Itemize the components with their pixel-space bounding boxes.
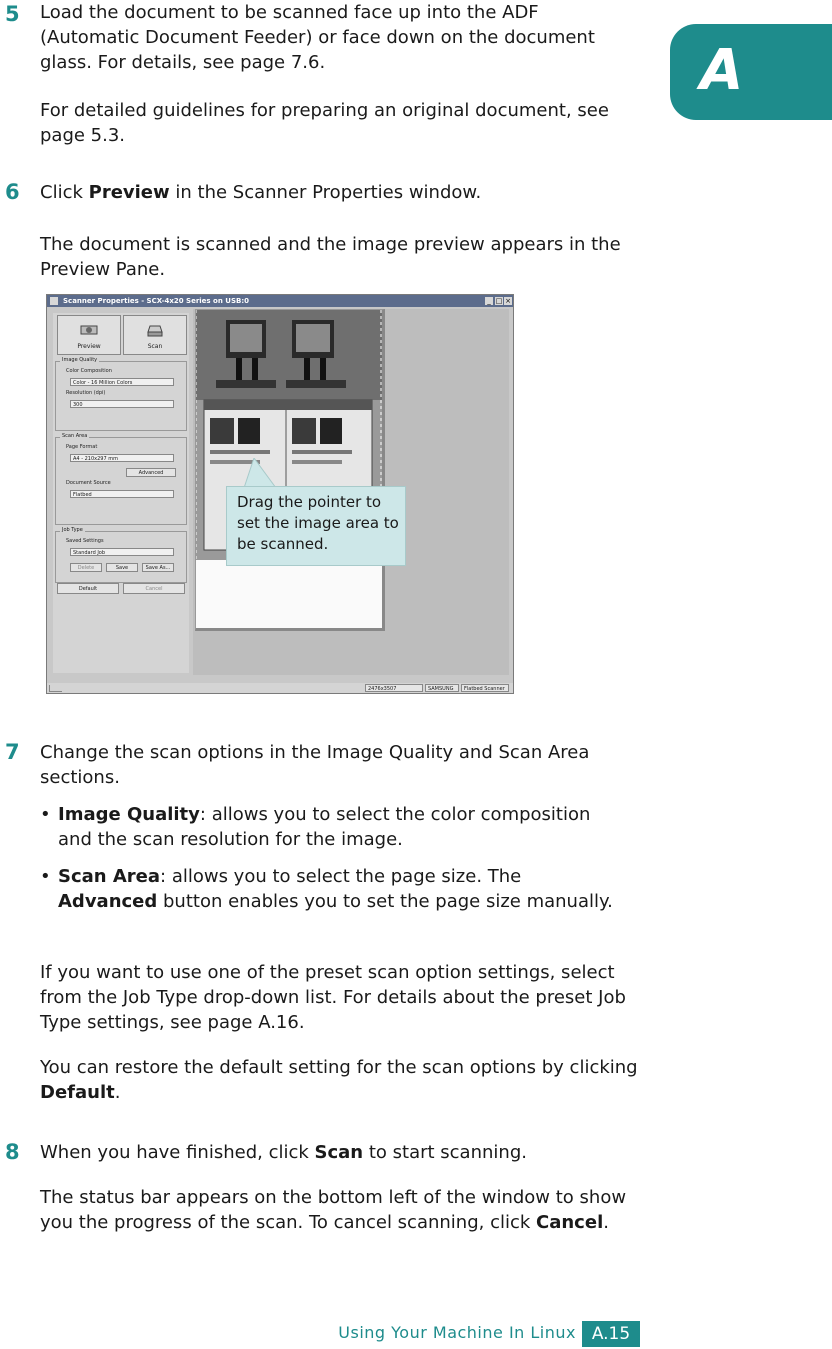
image-quality-term: Image Quality: [58, 804, 200, 825]
footer-title: Using Your Machine In Linux: [338, 1323, 576, 1342]
preview-label: Preview: [77, 343, 101, 350]
preview-term: Preview: [88, 182, 170, 203]
step-6-note: The document is scanned and the image preview appears in the Preview Pane.: [40, 234, 621, 280]
page-footer: [0, 1321, 832, 1349]
status-source: Flatbed Scanner: [461, 684, 509, 692]
preview-page: [195, 309, 385, 631]
delete-button[interactable]: Delete: [70, 563, 102, 572]
step-number-6: 6: [5, 180, 20, 204]
step-5-text: Load the document to be scanned face up into the ADF (Automatic Document Feeder) or face down on the document glass. For details, see page 7.6.: [40, 2, 595, 73]
scan-button[interactable]: [123, 315, 187, 355]
job-type-title: Job Type: [62, 527, 83, 533]
maximize-icon[interactable]: □: [495, 297, 503, 305]
step-number-5: 5: [5, 2, 20, 26]
default-button[interactable]: Default: [57, 583, 119, 594]
save-button[interactable]: Save: [106, 563, 138, 572]
resolution-label: Resolution (dpi): [66, 390, 106, 396]
step-7-job-type-note: If you want to use one of the preset scan option settings, select from the Job Type drop-down list. For details about the preset Job Type settings, see page A.16.: [40, 962, 626, 1033]
advanced-term: Advanced: [58, 891, 158, 912]
window-title: Scanner Properties - SCX-4x20 Series on USB:0: [63, 297, 249, 305]
step-7-text: Change the scan options in the Image Quality and Scan Area sections.: [40, 742, 590, 788]
resolution-select[interactable]: 300: [70, 400, 174, 408]
color-composition-label: Color Composition: [66, 368, 112, 374]
document-source-select[interactable]: Flatbed: [70, 490, 174, 498]
step-number-8: 8: [5, 1140, 20, 1164]
save-as-button[interactable]: Save As...: [142, 563, 174, 572]
settings-pane: [53, 313, 189, 673]
step-6-text: Click Preview in the Scanner Properties window.: [40, 182, 482, 203]
step-5-note: For detailed guidelines for preparing an original document, see page 5.3.: [40, 100, 609, 146]
status-bar: [47, 683, 513, 693]
window-titlebar: [47, 295, 513, 307]
chapter-tab: [670, 24, 832, 120]
preview-icon: [80, 322, 98, 338]
job-type-group: [55, 527, 187, 583]
page-number: A.15: [582, 1321, 640, 1347]
scan-term: Scan: [314, 1142, 364, 1163]
status-brand: SAMSUNG: [425, 684, 459, 692]
scan-area-group: [55, 433, 187, 525]
close-icon[interactable]: ×: [505, 297, 511, 305]
step-7-default-note: You can restore the default setting for the scan options by clicking Default.: [40, 1057, 638, 1103]
default-term: Default: [40, 1082, 115, 1103]
saved-settings-select[interactable]: Standard Job: [70, 548, 174, 556]
advanced-button[interactable]: Advanced: [126, 468, 176, 477]
page-format-select[interactable]: A4 - 210x297 mm: [70, 454, 174, 462]
color-composition-select[interactable]: Color - 16 Million Colors: [70, 378, 174, 386]
window-menu-icon[interactable]: [50, 297, 58, 305]
minimize-icon[interactable]: _: [485, 297, 493, 305]
scan-icon: [146, 322, 164, 338]
page-format-label: Page Format: [66, 444, 98, 450]
scan-label: Scan: [147, 343, 163, 350]
preview-button[interactable]: [57, 315, 121, 355]
status-image-size: 2476x3507: [365, 684, 423, 692]
cancel-button[interactable]: Cancel: [123, 583, 185, 594]
progress-indicator: [49, 685, 62, 692]
chapter-letter: A: [700, 38, 744, 103]
step-number-7: 7: [5, 740, 20, 764]
document-source-label: Document Source: [66, 480, 111, 486]
cancel-term: Cancel: [536, 1212, 604, 1233]
scan-area-title: Scan Area: [62, 433, 88, 439]
step-8-note: The status bar appears on the bottom left of the window to show you the progress of the scan. To cancel scanning, click Cancel.: [40, 1187, 627, 1233]
saved-settings-label: Saved Settings: [66, 538, 104, 544]
callout-box: Drag the pointer to set the image area to be scanned.: [226, 486, 406, 566]
step-8-text: When you have finished, click Scan to start scanning.: [40, 1142, 527, 1163]
image-quality-title: Image Quality: [62, 357, 98, 363]
image-quality-group: [55, 357, 187, 431]
scan-area-term: Scan Area: [58, 866, 161, 887]
